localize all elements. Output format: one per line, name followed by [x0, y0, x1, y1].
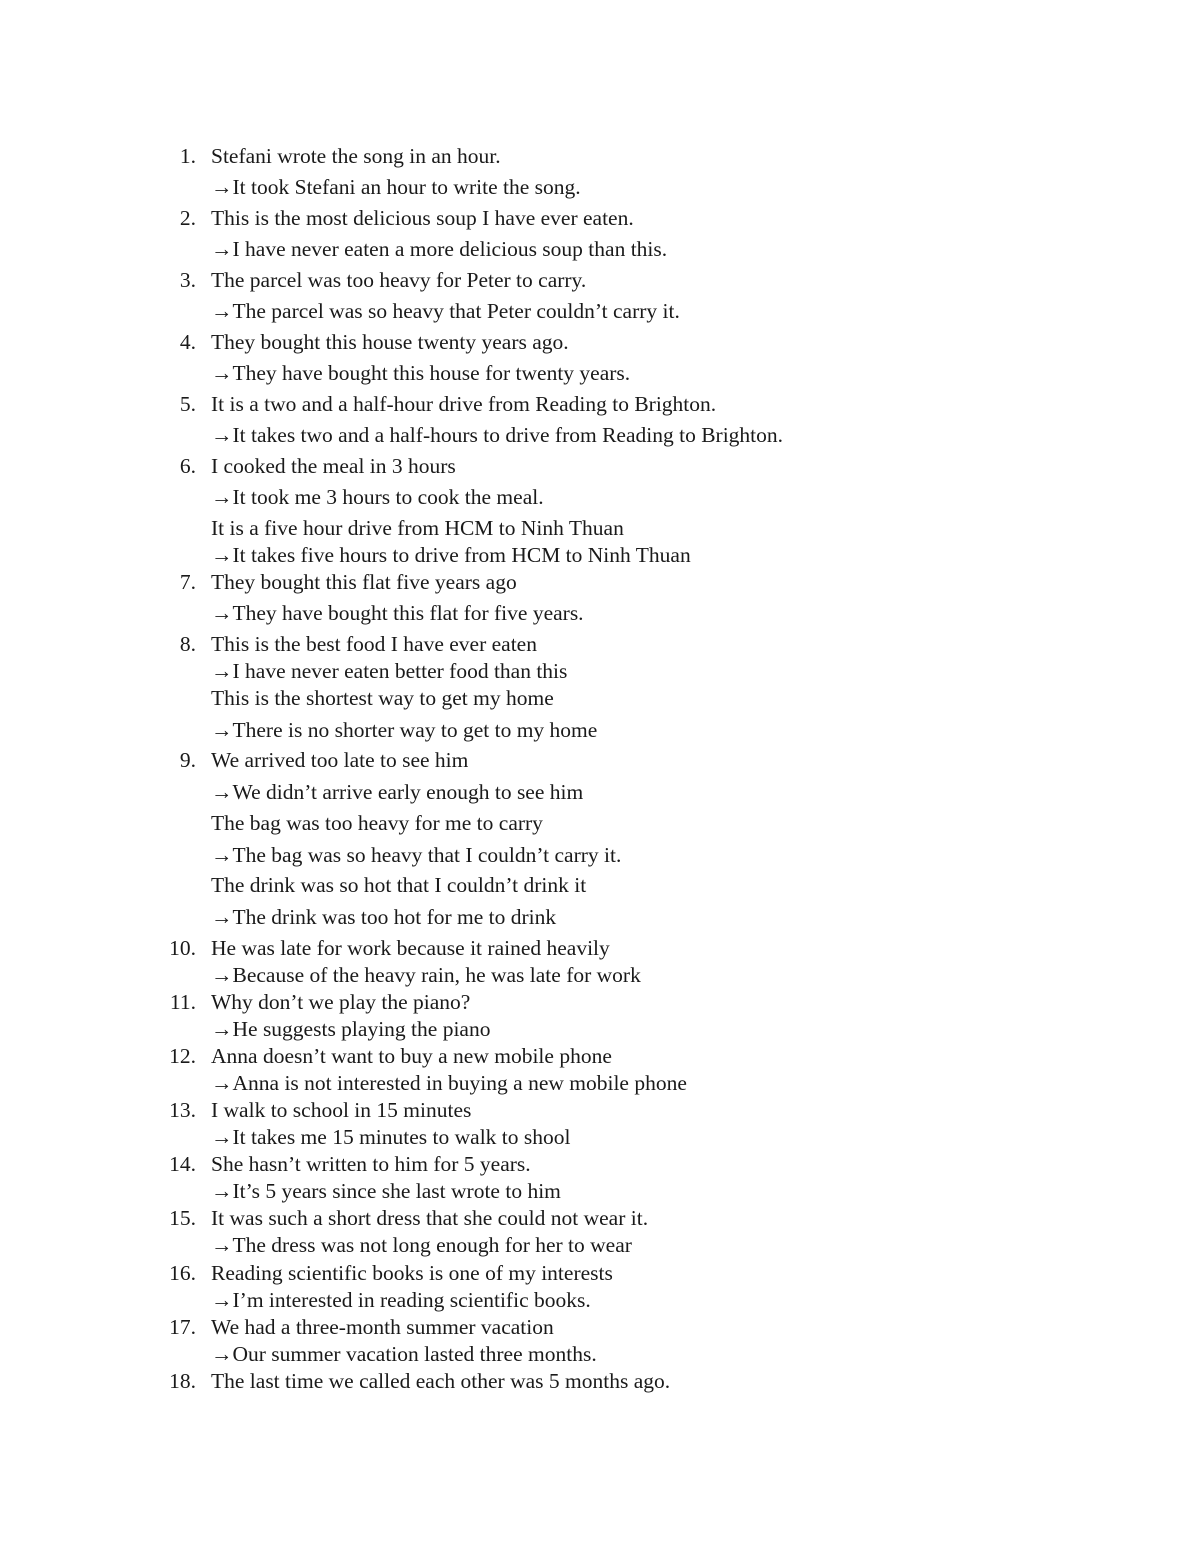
item-text: →It’s 5 years since she last wrote to him — [211, 1179, 561, 1203]
item-number: 4. — [179, 330, 196, 354]
item-text: The parcel was too heavy for Peter to carry. — [211, 268, 587, 292]
item-number: 6. — [179, 454, 196, 478]
item-text: →I’m interested in reading scientific books. — [211, 1288, 591, 1312]
item-text: →Our summer vacation lasted three months. — [211, 1342, 597, 1366]
item-number: 1. — [179, 144, 196, 168]
item-text: Why don’t we play the piano? — [211, 990, 471, 1014]
item-text: →It took me 3 hours to cook the meal. — [211, 485, 544, 509]
item-text: This is the best food I have ever eaten — [211, 632, 537, 656]
item-number: 5. — [179, 392, 196, 416]
item-text: This is the most delicious soup I have ever eaten. — [211, 206, 634, 230]
item-number: 17. — [169, 1315, 196, 1339]
item-text: It is a two and a half-hour drive from Reading to Brighton. — [211, 392, 717, 416]
item-text: →Because of the heavy rain, he was late for work — [211, 963, 641, 987]
item-text: They bought this flat five years ago — [211, 570, 517, 594]
item-text: →The drink was too hot for me to drink — [211, 905, 557, 929]
item-text: She hasn’t written to him for 5 years. — [211, 1152, 531, 1176]
item-text: He was late for work because it rained heavily — [211, 936, 610, 960]
item-text: We had a three-month summer vacation — [211, 1315, 554, 1339]
item-text: →He suggests playing the piano — [211, 1017, 491, 1041]
item-number: 7. — [179, 570, 196, 594]
item-text: They bought this house twenty years ago. — [211, 330, 569, 354]
item-number: 2. — [179, 206, 196, 230]
item-number: 13. — [169, 1098, 196, 1122]
item-text: Reading scientific books is one of my interests — [211, 1261, 613, 1285]
item-text: The bag was too heavy for me to carry — [211, 811, 543, 835]
item-number: 16. — [169, 1261, 196, 1285]
item-text: →The parcel was so heavy that Peter couldn’t carry it. — [211, 299, 680, 323]
item-number: 8. — [179, 632, 196, 656]
item-text: →We didn’t arrive early enough to see him — [211, 780, 584, 804]
item-text: →The dress was not long enough for her to wear — [211, 1233, 632, 1257]
item-text: It was such a short dress that she could not wear it. — [211, 1206, 649, 1230]
item-text: →Anna is not interested in buying a new mobile phone — [211, 1071, 687, 1095]
item-text: →The bag was so heavy that I couldn’t carry it. — [211, 843, 622, 867]
item-number: 18. — [169, 1369, 196, 1393]
item-text: →They have bought this house for twenty years. — [211, 361, 631, 385]
item-text: →There is no shorter way to get to my home — [211, 718, 598, 742]
item-text: →It takes me 15 minutes to walk to shool — [211, 1125, 571, 1149]
item-number: 12. — [169, 1044, 196, 1068]
item-text: The drink was so hot that I couldn’t drink it — [211, 873, 587, 897]
item-text: Anna doesn’t want to buy a new mobile phone — [211, 1044, 612, 1068]
item-text: The last time we called each other was 5 months ago. — [211, 1369, 671, 1393]
item-number: 14. — [169, 1152, 196, 1176]
item-number: 3. — [179, 268, 196, 292]
item-text: I walk to school in 15 minutes — [211, 1098, 472, 1122]
item-text: →It takes two and a half-hours to drive from Reading to Brighton. — [211, 423, 784, 447]
item-text: →They have bought this flat for five years. — [211, 601, 584, 625]
item-text: It is a five hour drive from HCM to Ninh Thuan — [211, 516, 624, 540]
item-number: 15. — [169, 1206, 196, 1230]
item-text: We arrived too late to see him — [211, 748, 469, 772]
item-text: I cooked the meal in 3 hours — [211, 454, 456, 478]
item-number: 10. — [169, 936, 196, 960]
item-text: →It took Stefani an hour to write the song. — [211, 175, 581, 199]
item-number: 11. — [169, 990, 196, 1014]
item-text: Stefani wrote the song in an hour. — [211, 144, 501, 168]
item-text: →I have never eaten a more delicious soup than this. — [211, 237, 668, 261]
item-text: This is the shortest way to get my home — [211, 686, 554, 710]
item-text: →It takes five hours to drive from HCM to Ninh Thuan — [211, 543, 691, 567]
item-text: →I have never eaten better food than this — [211, 659, 568, 683]
item-number: 9. — [179, 748, 196, 772]
